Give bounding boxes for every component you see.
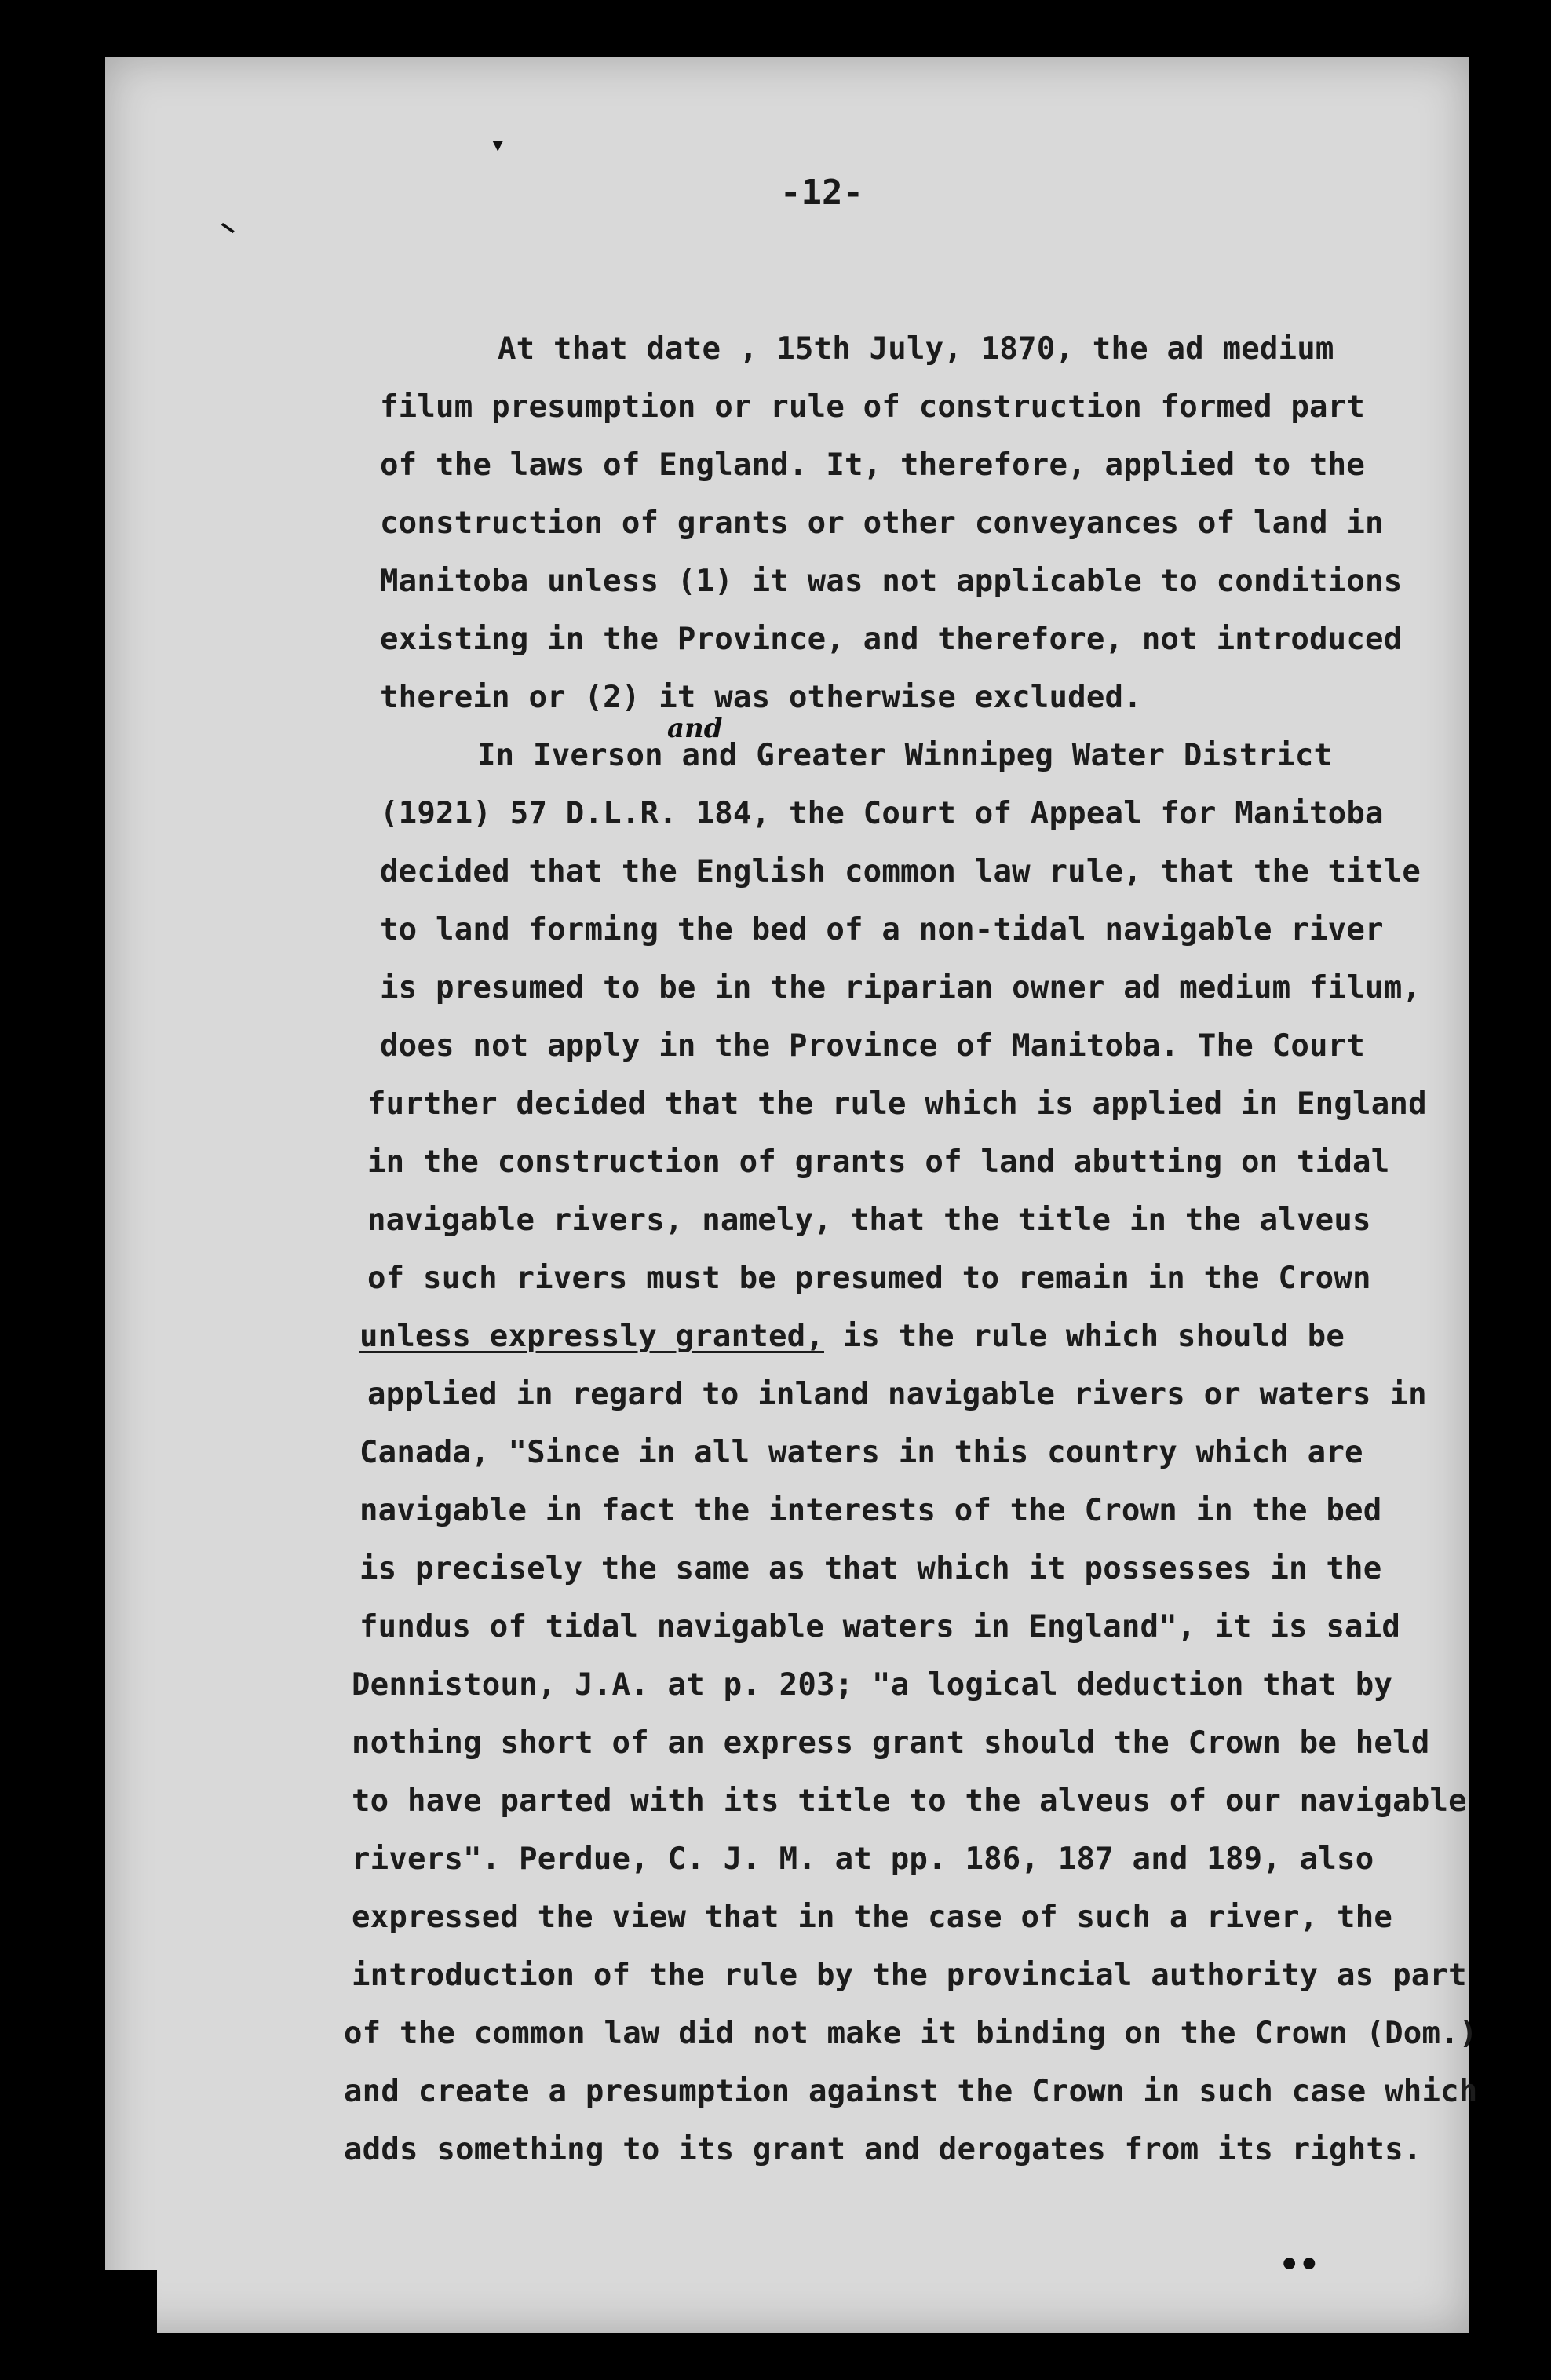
text-line: At that date , 15th July, 1870, the ad medium: [498, 331, 1334, 367]
text-line: and create a presumption against the Crown in such case which: [344, 2074, 1478, 2109]
text-line: decided that the English common law rule, that the title: [380, 854, 1421, 889]
text-line: construction of grants or other conveyances of land in: [380, 506, 1384, 541]
text-line: of the common law did not make it binding on the Crown (Dom.): [344, 2016, 1478, 2051]
text-line: In Iverson and Greater Winnipeg Water District: [477, 738, 1333, 773]
text-line: in the construction of grants of land abutting on tidal: [367, 1144, 1390, 1180]
scan-mark: —: [214, 211, 243, 243]
handwritten-insert: and: [667, 713, 723, 744]
text-line: to have parted with its title to the alveus of our navigable: [352, 1783, 1467, 1819]
text-line: further decided that the rule which is applied in England: [367, 1086, 1427, 1122]
text-line: filum presumption or rule of construction formed part: [380, 389, 1366, 425]
text-line: Canada, "Since in all waters in this country which are: [359, 1435, 1363, 1470]
text-line-continued: is the rule which should be: [842, 1319, 1345, 1354]
text-line: introduction of the rule by the provincial authority as part: [352, 1958, 1467, 1993]
text-line: nothing short of an express grant should the Crown be held: [352, 1725, 1430, 1761]
text-line: of such rivers must be presumed to remain in the Crown: [367, 1261, 1371, 1296]
text-line: is precisely the same as that which it possesses in the: [359, 1551, 1382, 1586]
text-line: Dennistoun, J.A. at p. 203; "a logical deduction that by: [352, 1667, 1393, 1703]
scan-mark: ▾: [490, 129, 506, 160]
text-line: existing in the Province, and therefore, not introduced: [380, 622, 1403, 657]
text-line: to land forming the bed of a non-tidal navigable river: [380, 912, 1384, 947]
text-line: applied in regard to inland navigable rivers or waters in: [367, 1377, 1427, 1412]
text-line: expressed the view that in the case of such a river, the: [352, 1900, 1393, 1935]
text-line: of the laws of England. It, therefore, applied to the: [380, 447, 1366, 483]
underlined-phrase: unless expressly granted,: [359, 1319, 824, 1354]
text-line: adds something to its grant and derogates from its rights.: [344, 2132, 1422, 2167]
text-line: therein or (2) it was otherwise excluded.: [380, 680, 1142, 715]
text-line: does not apply in the Province of Manitoba. The Court: [380, 1028, 1366, 1064]
underlined-line: [359, 1319, 1345, 1355]
text-line: is presumed to be in the riparian owner ad medium filum,: [380, 970, 1421, 1006]
text-line: fundus of tidal navigable waters in England", it is said: [359, 1609, 1401, 1644]
text-line: Manitoba unless (1) it was not applicable to conditions: [380, 564, 1403, 599]
text-line: (1921) 57 D.L.R. 184, the Court of Appeal for Manitoba: [380, 796, 1384, 831]
page-number: -12-: [780, 173, 863, 213]
text-line: navigable rivers, namely, that the title in the alveus: [367, 1203, 1371, 1238]
scan-corner-shadow: [0, 2270, 157, 2380]
continuation-mark: ••: [1279, 2245, 1319, 2283]
text-line: navigable in fact the interests of the Crown in the bed: [359, 1493, 1382, 1528]
text-line: rivers". Perdue, C. J. M. at pp. 186, 187 and 189, also: [352, 1842, 1374, 1877]
